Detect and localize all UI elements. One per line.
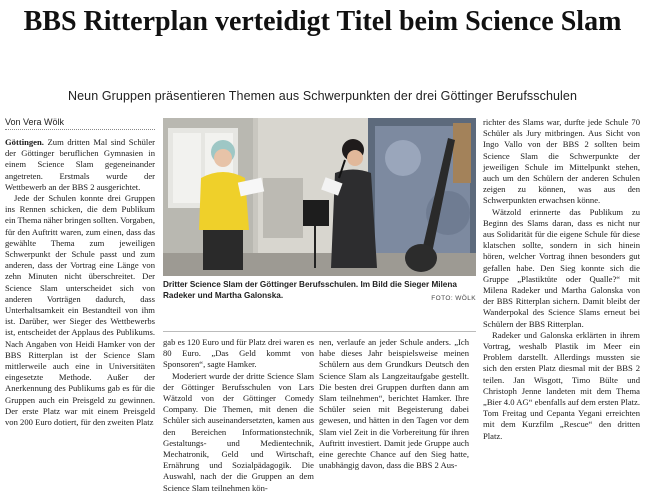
article-column-3: [319, 337, 469, 477]
caption-divider: [163, 331, 476, 332]
article-paragraph: [483, 117, 640, 207]
paragraph-text: Zum dritten Mal sind Schüler der Göttinger beruflichen Gymnasien in einem Science Slam gegeneinander angetreten. Erstmals wurde der Wettbewerb an der BBS 2 ausgerichtet.: [5, 137, 155, 192]
article-paragraph: [319, 337, 469, 471]
article-column-4: [483, 117, 640, 477]
subheadline: Neun Gruppen präsentieren Themen aus Schwerpunkten der drei Göttinger Berufsschulen: [67, 89, 578, 103]
article-paragraph: [483, 207, 640, 330]
article-paragraph: [5, 137, 155, 193]
article-column-1: [5, 137, 155, 475]
byline: Von Vera Wölk: [5, 117, 155, 130]
paragraph-text: Moderiert wurde der dritte Science Slam der Göttinger Berufsschulen von Lars Wätzold von der Göttinger Comedy Company. Die Themen, mit denen die Schüler sich auseinandersetzten, kamen aus den Bereichen Informationstechnik, Gestaltungs- und Medientechnik, Mechatronik, Geld und Wirtschaft, Ernährung und Sozialpädagogik. Die Auswahl, nach der die Gruppen an dem Science Slam teilnehmen kön-: [163, 370, 314, 493]
article-paragraph: [5, 193, 155, 428]
article-paragraph: [483, 330, 640, 442]
paragraph-text: Wätzold erinnerte das Publikum zu Beginn des Slams daran, dass es nicht nur aus Solidarität für die eigene Schule für diese klatschen sollte, sondern in sich hinein hören, welcher Vortrag ihnen besonders gut gefallen habe. Den Sieg konnte sich die Gruppe „Plastiktüte oder Qualle?“ mit Milena Radeker und Martha Galonska von der BBS Ritterplan sichern. Damit bleibt der Wanderpokal des Science Slams erneut bei Schülern der BBS Ritterplan.: [483, 206, 640, 329]
caption-text: Dritter Science Slam der Göttinger Berufsschulen. Im Bild die Sieger Milena Radeker und Martha Galonska.: [163, 280, 457, 300]
photo-caption: [163, 279, 476, 304]
dateline: Göttingen.: [5, 137, 44, 147]
article-column-2: [163, 337, 314, 493]
paragraph-text: nen, verlaufe an jeder Schule anders. „Ich habe dieses Jahr beispielsweise meinen Schülern aus dem Grundkurs Deutsch den Science Slam als Langzeitaufgabe gestellt. Die besten drei Gruppen durften dann am Slam teilnehmen“, berichtet Hamker. Ihre Schüler seien mit Begeisterung dabei gewesen, und hätten in den Tagen vor dem Slam viel Zeit in die Vorbereitung für ihren Auftritt investiert. Damit jede Gruppe auch eine gerechte Chance auf den Sieg hatte, unabhängig davon, dass die BBS 2 Aus-: [319, 337, 469, 471]
headline: BBS Ritterplan verteidigt Titel beim Science Slam: [23, 6, 622, 37]
paragraph-text: gab es 120 Euro und für Platz drei waren es 80 Euro. „Das Geld kommt von Sponsoren“, sagte Hamker.: [163, 337, 314, 370]
article-paragraph: [163, 371, 314, 494]
paragraph-text: richter des Slams war, durfte jede Schule 70 Schüler als Jury mitbringen. Aus Sicht von Ingo Vallo von der BBS 2 sollten beim Science Slam die Schwerpunkte der jeweiligen Schule im Mittelpunkt stehen, auch um den Schülern der anderen Schulen zeigen zu können, was aus den Schwerpunkten erwachsen könne.: [483, 117, 640, 206]
article-paragraph: [163, 337, 314, 371]
article-photo: [163, 118, 476, 276]
photo-credit: FOTO: WÖLK: [431, 295, 476, 302]
paragraph-text: Radeker und Galonska erklärten in ihrem Vortrag, weshalb Plastik im Meer ein Problem darstellt. Allerdings mussten sie sich den ersten Platz diesmal mit der BBS 2 teilen. Jan Wisgott, Timo Bülte und Christoph Jenne landeten mit dem Thema „Bier 4.0 AG“ ebenfalls auf dem ersten Platz. Tom Freitag und Cepanta Yegani erreichten mit dem Kurzfilm „Rescue“ den dritten Platz.: [483, 329, 640, 441]
paragraph-text: Jede der Schulen konnte drei Gruppen ins Rennen schicken, die dem Publikum ein Thema näher bringen sollten. Vorgaben, für den Auftritt waren, zum einen, dass das gewählte Thema zum jeweiligen Schwerpunkt der Schule passt und zum anderen, dass der Vortrag eine Länge von zehn Minuten nicht überschreitet. Der Science Slam unterscheidet sich von anderen Vorträgen dadurch, dass Unterhaltsamkeit ein Bestandteil von ihm ist. Darüber, wer Sieger des Wettbewerbs ist, entscheidet der Applaus des Publikums. Nach Angaben von Heidi Hamker von der BBS Ritterplan ist der Science Slam mittlerweile auch eine in Universitäten eingesetzte Methode. Außer der Anerkennung des Publikums gab es für die Gruppen auch ein Preisgeld zu gewinnen. Der erste Platz war mit einem Preisgeld von 200 Euro dotiert, für den zweiten Platz: [5, 193, 155, 428]
